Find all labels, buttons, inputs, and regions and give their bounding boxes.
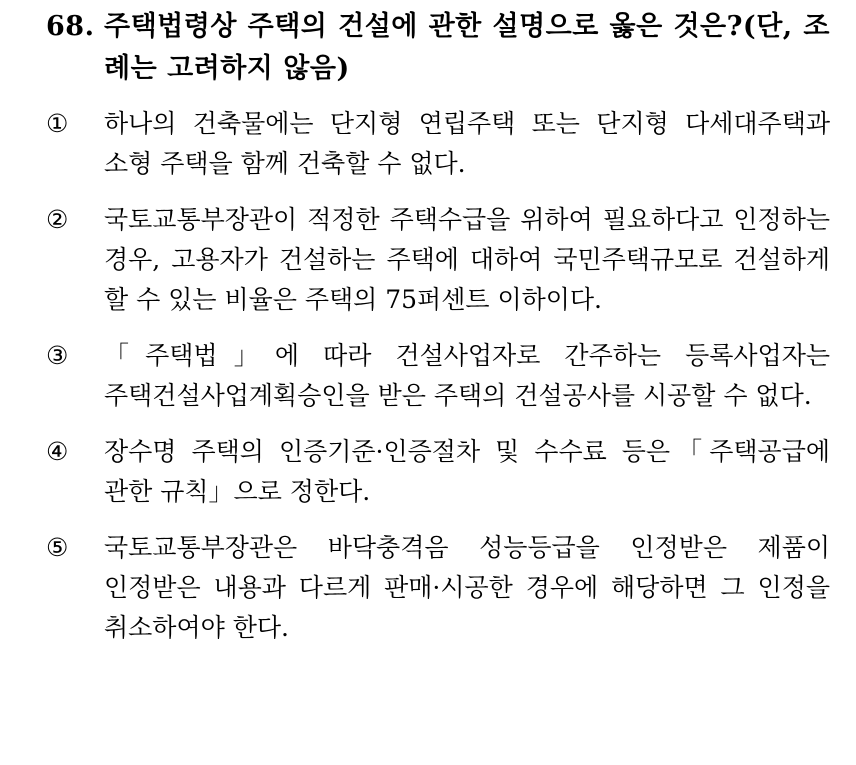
option-text: 「주택법」에 따라 건설사업자로 간주하는 등록사업자는 주택건설사업계획승인을 받은 주택의 건설공사를 시공할 수 없다.: [104, 341, 830, 410]
option-4[interactable]: [46, 432, 830, 512]
option-text: 장수명 주택의 인증기준·인증절차 및 수수료 등은「주택공급에 관한 규칙」으로 정한다.: [104, 437, 830, 506]
question: [46, 6, 830, 90]
option-text: 하나의 건축물에는 단지형 연립주택 또는 단지형 다세대주택과 소형 주택을 함께 건축할 수 없다.: [104, 109, 830, 178]
question-number: 68.: [46, 11, 95, 42]
option-marker: ②: [46, 205, 69, 234]
question-text: 주택법령상 주택의 건설에 관한 설명으로 옳은 것은?(단, 조례는 고려하지 않음): [104, 11, 830, 84]
option-3[interactable]: [46, 336, 830, 416]
option-1[interactable]: [46, 104, 830, 184]
option-marker: ④: [46, 437, 69, 466]
option-2[interactable]: [46, 200, 830, 320]
option-text: 국토교통부장관이 적정한 주택수급을 위하여 필요하다고 인정하는 경우, 고용자가 건설하는 주택에 대하여 국민주택규모로 건설하게 할 수 있는 비율은 주택의 75퍼센트 이하이다.: [104, 205, 830, 314]
option-marker: ③: [46, 341, 69, 370]
option-marker: ①: [46, 109, 69, 138]
option-text: 국토교통부장관은 바닥충격음 성능등급을 인정받은 제품이 인정받은 내용과 다르게 판매·시공한 경우에 해당하면 그 인정을 취소하여야 한다.: [104, 533, 830, 642]
option-marker: ⑤: [46, 533, 69, 562]
option-5[interactable]: [46, 528, 830, 648]
option-list: [46, 104, 830, 648]
